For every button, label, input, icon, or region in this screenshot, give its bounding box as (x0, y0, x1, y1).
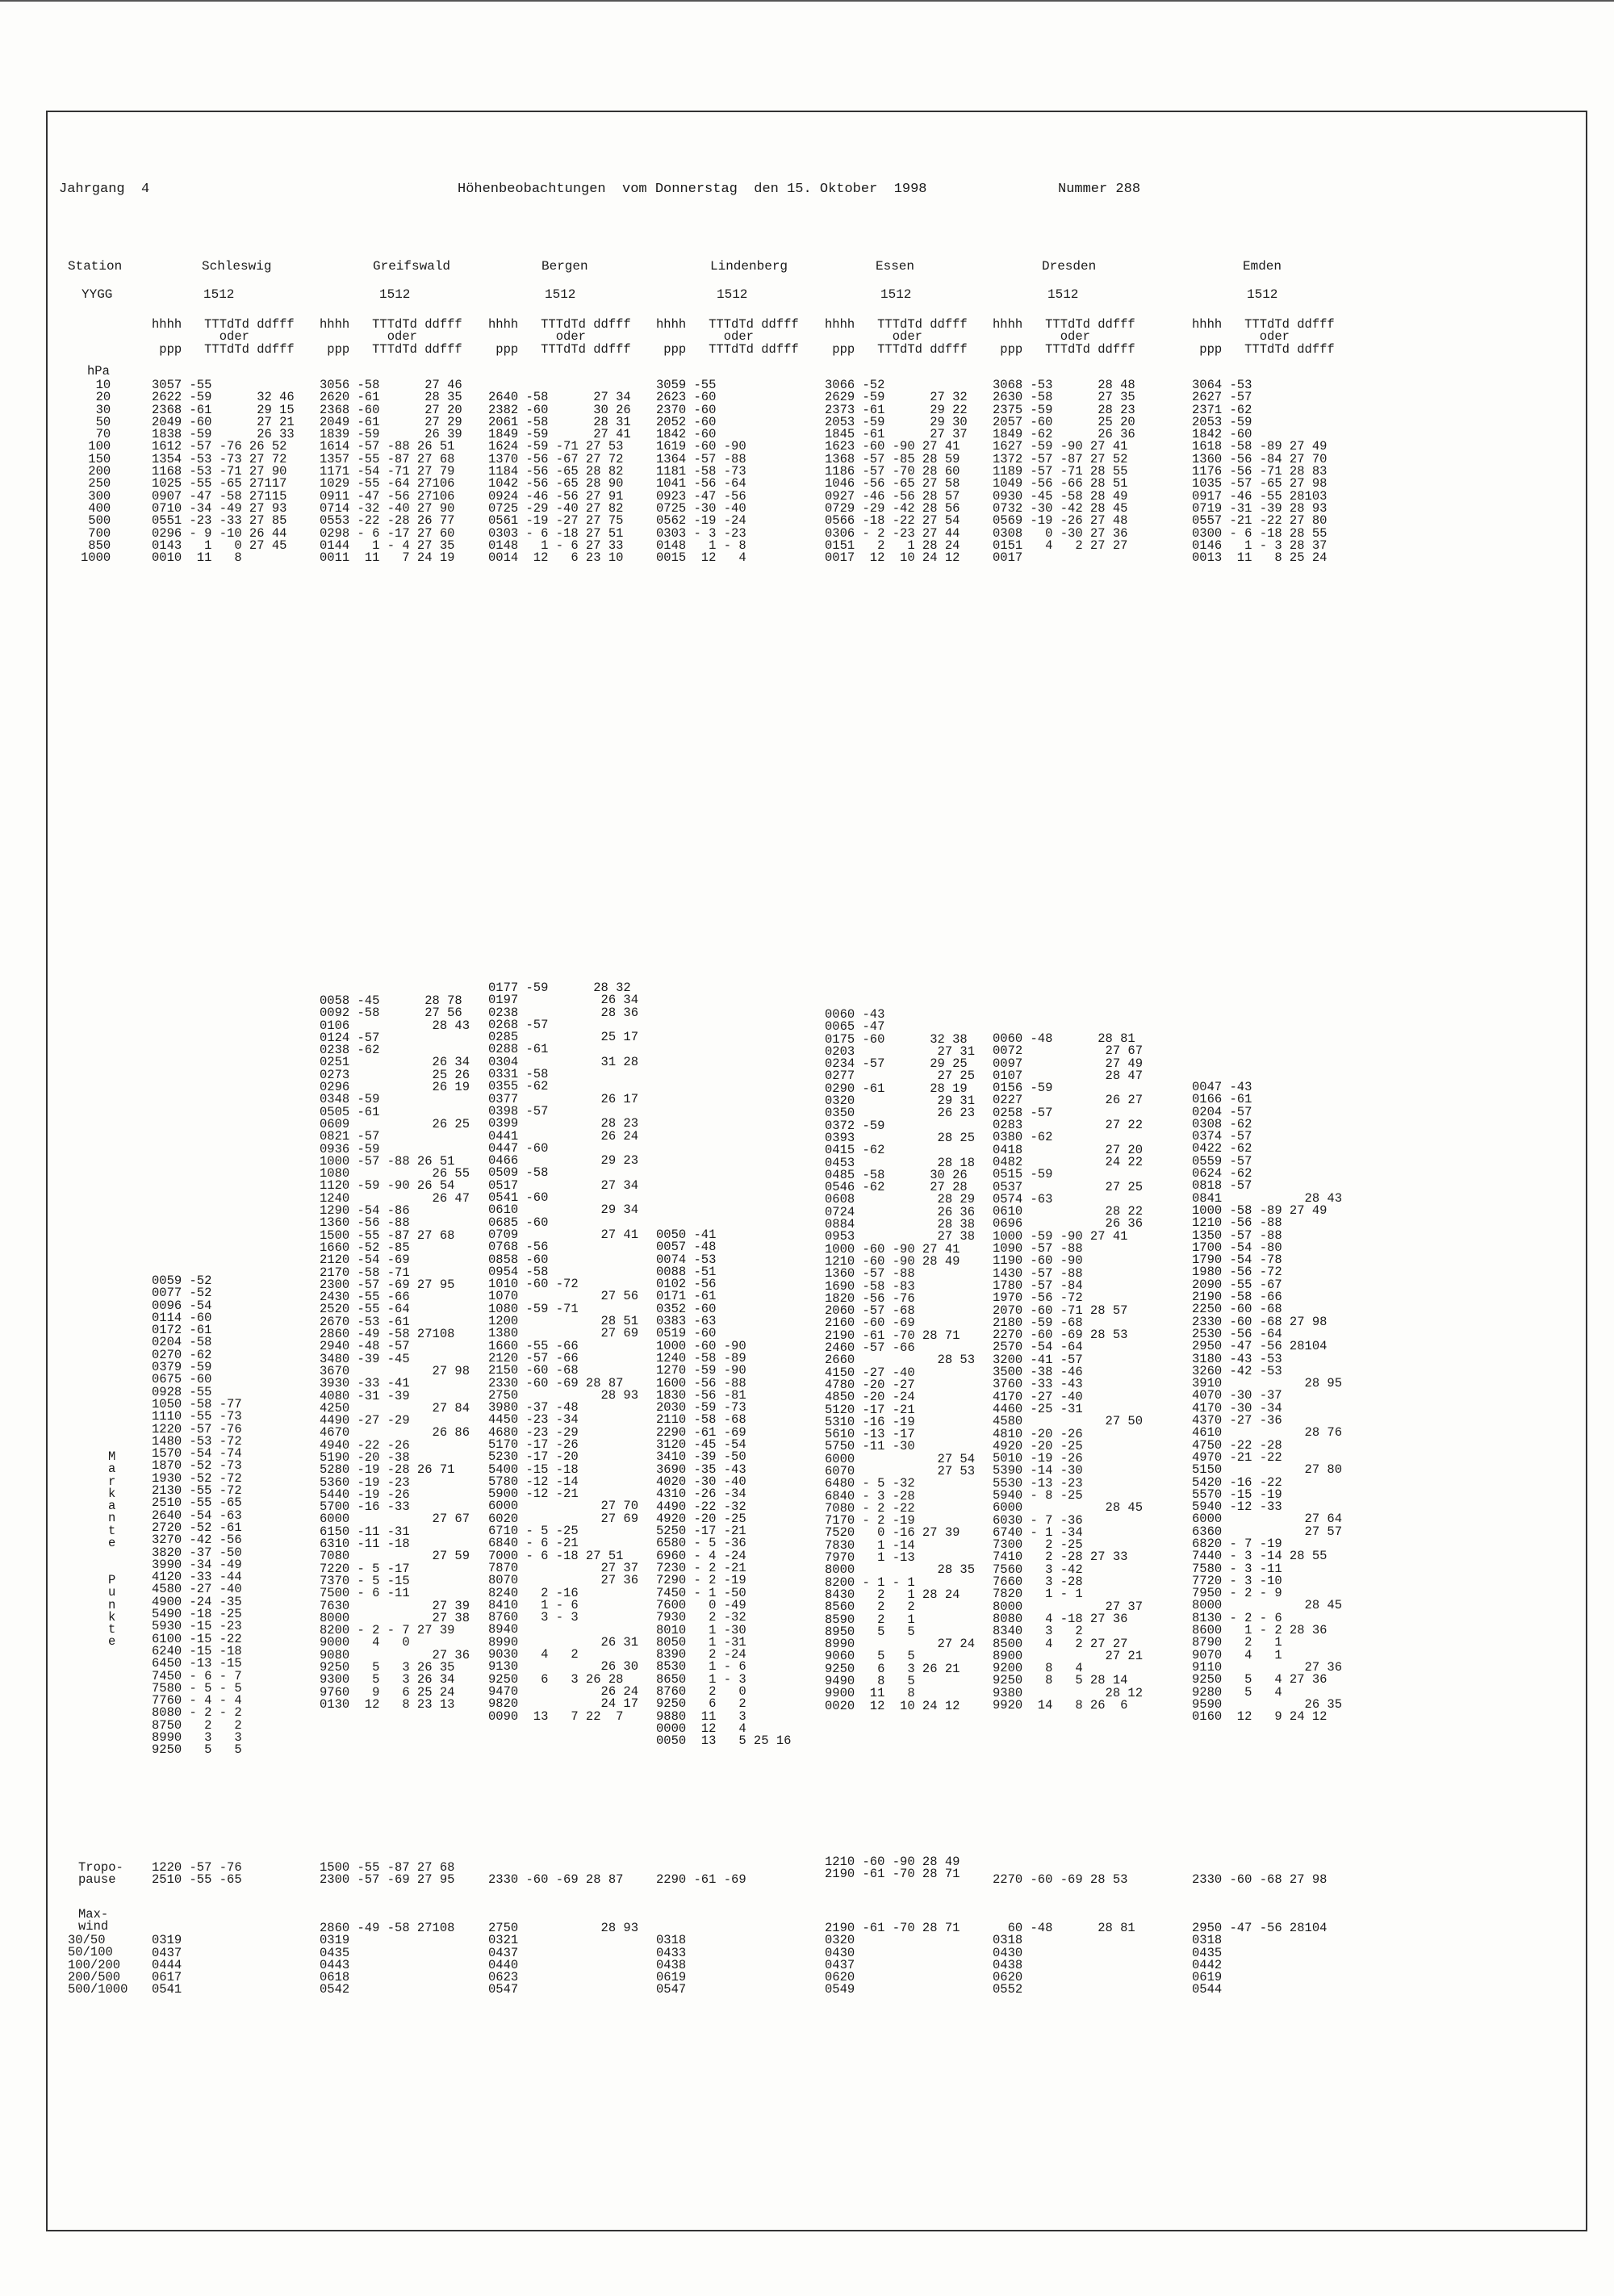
markante-data-schleswig: 0059 -52 0077 -52 0096 -54 0114 -60 0172 -61 0204 -58 0270 -62 0379 -59 0675 -60 0928 -55 1050 -58 -77 1110 -55 -73 1220 -57 -76 1480 -53 -72 1570 -54 -74 1870 -52 -73 1930 -52 -72 2130 -55 -72 2510 -55 -65 2640 -54 -63 2720 -52 -61 3270 -42 -56 3820 -37 -50 3990 -34 -49 4120 -33 -44 4580 -27 -40 4900 -24 -35 5490 -18 -25 5930 -15 -23 6100 -15 -22 6240 -15 -18 6450 -13 -15 7450 - 6 - 7 7580 - 5 - 5 7760 - 4 - 4 8080 - 2 - 2 8750 2 2 8990 3 3 9250 5 5 (152, 1273, 242, 1758)
station-time-lindenberg: 1512 (717, 287, 748, 302)
tropo-data-dresden: 2270 -60 -69 28 53 (993, 1872, 1128, 1888)
maxwind-data-greifswald: 2860 -49 -58 27108 0319 0435 0443 0618 0542 (320, 1921, 455, 1997)
markante-data-dresden: 0060 -48 28 81 0072 27 67 0097 27 49 0107 28 47 0156 -59 0227 26 27 0258 -57 0283 27 22 0380 -62 0418 27 20 0482 24 22 0515 -59 0537 27 25 0574 -63 0610 28 22 0696 26 36 1000 -59 -90 27 41 1090 -57 -88 1190 -60 -90 1430 -57 -88 1780 -57 -84 1970 -56 -72 2070 -60 -71 28 57 2180 -59 -68 2270 -60 -69 28 53 2570 -54 -64 3200 -41 -57 3500 -38 -46 3760 -33 -43 4170 -27 -40 4460 -25 -31 4580 27 50 4810 -20 -26 4920 -20 -25 5010 -19 -26 5390 -14 -30 5530 -13 -23 5940 - 8 -25 6000 28 45 6030 - 7 -36 6740 - 1 -34 7300 2 -25 7410 2 -28 27 33 7560 3 -42 7660 3 -28 7820 1 - 1 8000 27 37 8080 4 -18 27 36 8340 3 2 8500 4 2 27 27 8900 27 21 9200 8 4 9250 8 5 28 14 9380 28 12 9920 14 8 26 6 (993, 1031, 1144, 1713)
tropo-data-emden: 2330 -60 -68 27 98 (1192, 1872, 1328, 1888)
tropo-data-essen: 1210 -60 -90 28 49 2190 -61 -70 28 71 (825, 1855, 960, 1882)
column-header-greifswald: hhhh TTTdTd ddfff oder ppp TTTdTd ddfff (320, 317, 462, 357)
station-name-dresden: Dresden (1042, 259, 1097, 274)
column-header-emden: hhhh TTTdTd ddfff oder ppp TTTdTd ddfff (1192, 317, 1335, 357)
hpa-label: hPa (87, 364, 110, 378)
issue-number: Nummer 288 (1058, 182, 1141, 197)
maxwind-data-dresden: 60 -48 28 81 0318 0430 0438 0620 0552 (993, 1921, 1135, 1997)
maxwind-data-emden: 2950 -47 -56 28104 0318 0435 0442 0619 0544 (1192, 1921, 1328, 1997)
maxwind-label: Max- wind (78, 1907, 109, 1934)
station-time-emden: 1512 (1247, 287, 1278, 302)
upper-data-emden: 3064 -53 2627 -57 2371 -62 2053 -59 1842 -60 1618 -58 -89 27 49 1360 -56 -84 27 70 1176 -56 -71 28 83 1035 -57 -65 27 98 0917 -46 -55 28103 0719 -31 -39 28 93 0557 -21 -22 27 80 0300 - 6 -18 28 55 0146 1 - 3 28 37 0013 11 8 25 24 (1192, 378, 1328, 566)
markante-data-emden: 0047 -43 0166 -61 0204 -57 0308 -62 0374 -57 0422 -62 0559 -57 0624 -62 0818 -57 0841 28 43 1000 -58 -89 27 49 1210 -56 -88 1350 -57 -88 1700 -54 -80 1790 -54 -78 1980 -56 -72 2090 -55 -67 2190 -58 -66 2250 -60 -68 2330 -60 -68 27 98 2530 -56 -64 2950 -47 -56 28104 3180 -43 -53 3260 -42 -53 3910 28 95 4070 -30 -37 4170 -30 -34 4370 -27 -36 4610 28 76 4750 -22 -28 4970 -21 -22 5150 27 80 5420 -16 -22 5570 -15 -19 5940 -12 -33 6000 27 64 6360 27 57 6820 - 7 -19 7440 - 3 -14 28 55 7580 - 3 -11 7720 - 3 -10 7950 - 2 - 9 8000 28 45 8130 - 2 - 6 8600 1 - 2 28 36 8790 2 1 9070 4 1 9110 27 36 9250 5 4 27 36 9280 5 4 9590 26 35 0160 12 9 24 12 (1192, 1080, 1343, 1725)
maxwind-data-lindenberg: 0318 0433 0438 0619 0547 (656, 1933, 687, 1997)
maxwind-data-essen: 2190 -61 -70 28 71 0320 0430 0437 0620 0549 (825, 1921, 960, 1997)
station-time-greifswald: 1512 (379, 287, 411, 302)
station-time-schleswig: 1512 (203, 287, 235, 302)
markante-punkte-label: M a r k a n t e P u n k t e (108, 1449, 116, 1650)
upper-data-lindenberg: 3059 -55 2623 -60 2370 -60 2052 -60 1842 -60 1619 -60 -90 1364 -57 -88 1181 -58 -73 1041 -56 -64 0923 -47 -56 0725 -30 -40 0562 -19 -24 0303 - 3 -23 0148 1 - 8 0015 12 4 (656, 378, 746, 566)
upper-data-schleswig: 3057 -55 2622 -59 32 46 2368 -61 29 15 2049 -60 27 21 1838 -59 26 33 1612 -57 -76 26 52 1354 -53 -73 27 72 1168 -53 -71 27 90 1025 -55 -65 27117 0907 -47 -58 27115 0710 -34 -49 27 93 0551 -23 -33 27 85 0296 - 9 -10 26 44 0143 1 0 27 45 0010 11 8 (152, 378, 295, 566)
document-title: Höhenbeobachtungen vom Donnerstag den 15. Oktober 1998 (458, 182, 927, 197)
column-header-lindenberg: hhhh TTTdTd ddfff oder ppp TTTdTd ddfff (656, 317, 799, 357)
station-time-dresden: 1512 (1047, 287, 1079, 302)
station-name-schleswig: Schleswig (202, 259, 272, 274)
station-time-bergen: 1512 (545, 287, 576, 302)
column-header-bergen: hhhh TTTdTd ddfff oder ppp TTTdTd ddfff (488, 317, 631, 357)
upper-data-bergen: 2640 -58 27 34 2382 -60 30 26 2061 -58 28 31 1849 -59 27 41 1624 -59 -71 27 53 1370 -56 -67 27 72 1184 -56 -65 28 82 1042 -56 -65 28 90 0924 -46 -56 27 91 0725 -29 -40 27 82 0561 -19 -27 27 75 0303 - 6 -18 27 51 0148 1 - 6 27 33 0014 12 6 23 10 (488, 390, 631, 566)
tropo-data-bergen: 2330 -60 -69 28 87 (488, 1872, 624, 1888)
column-header-essen: hhhh TTTdTd ddfff oder ppp TTTdTd ddfff (825, 317, 968, 357)
station-name-lindenberg: Lindenberg (710, 259, 788, 274)
upper-data-essen: 3066 -52 2629 -59 27 32 2373 -61 29 22 2053 -59 29 30 1845 -61 27 37 1623 -60 -90 27 41 1368 -57 -85 28 59 1186 -57 -70 28 60 1046 -56 -65 27 58 0927 -46 -56 28 57 0729 -29 -42 28 56 0566 -18 -22 27 54 0306 - 2 -23 27 44 0151 2 1 28 24 0017 12 10 24 12 (825, 378, 968, 566)
maxwind-data-schleswig: 0319 0437 0444 0617 0541 (152, 1933, 182, 1997)
markante-data-essen: 0060 -43 0065 -47 0175 -60 32 38 0203 27 31 0234 -57 29 25 0277 27 25 0290 -61 28 19 0320 29 31 0350 26 23 0372 -59 0393 28 25 0415 -62 0453 28 18 0485 -58 30 26 0546 -62 27 28 0608 28 29 0724 26 36 0884 28 38 0953 27 38 1000 -60 -90 27 41 1210 -60 -90 28 49 1360 -57 -88 1690 -58 -83 1820 -56 -76 2060 -57 -68 2160 -60 -69 2190 -61 -70 28 71 2460 -57 -66 2660 28 53 4150 -27 -40 4780 -20 -27 4850 -20 -24 5120 -17 -21 5310 -16 -19 5610 -13 -17 5750 -11 -30 6000 27 54 6070 27 53 6480 - 5 -32 6840 - 3 -28 7080 - 2 -22 7170 - 2 -19 7520 0 -16 27 39 7830 1 -14 7970 1 -13 8000 28 35 8200 - 1 - 1 8430 2 1 28 24 8560 2 2 8590 2 1 8950 5 5 8990 27 24 9060 5 5 9250 6 3 26 21 9490 8 5 9900 11 8 0020 12 10 24 12 (825, 1007, 976, 1713)
scan-top-edge (0, 0, 1614, 2)
station-name-emden: Emden (1243, 259, 1282, 274)
maxwind-data-bergen: 2750 28 93 0321 0437 0440 0623 0547 (488, 1921, 639, 1997)
markante-data-lindenberg: 0050 -41 0057 -48 0074 -53 0088 -51 0102 -56 0171 -61 0352 -60 0383 -63 0519 -60 1000 -60 -90 1240 -58 -89 1270 -59 -90 1600 -56 -88 1830 -56 -81 2030 -59 -73 2110 -58 -68 2290 -61 -69 3120 -45 -54 3410 -39 -50 3690 -35 -43 4020 -30 -40 4310 -26 -34 4490 -22 -32 4920 -20 -25 5250 -17 -21 6580 - 5 -36 6960 - 4 -24 7230 - 2 -21 7290 - 2 -19 7450 - 1 -50 7600 0 -49 7930 2 -32 8010 1 -30 8050 1 -31 8390 2 -24 8530 1 - 6 8650 1 - 3 8760 2 0 9250 6 2 9880 11 3 0000 12 4 0050 13 5 25 16 (656, 1227, 792, 1749)
markante-data-bergen: 0177 -59 28 32 0197 26 34 0238 28 36 0268 -57 0285 25 17 0288 -61 0304 31 28 0331 -58 0355 -62 0377 26 17 0398 -57 0399 28 23 0441 26 24 0447 -60 0466 29 23 0509 -58 0517 27 34 0541 -60 0610 29 34 0685 -60 0709 27 41 0768 -56 0858 -60 0954 -58 1010 -60 -72 1070 27 56 1080 -59 -71 1200 28 51 1380 27 69 1660 -55 -66 2120 -57 -66 2150 -60 -68 2330 -60 -69 28 87 2750 28 93 3980 -37 -48 4450 -23 -34 4680 -23 -29 5170 -17 -26 5230 -17 -20 5400 -15 -18 5780 -12 -14 5900 -12 -21 6000 27 70 6020 27 69 6710 - 5 -25 6840 - 6 -21 7000 - 6 -18 27 51 7870 27 37 8070 27 36 8240 2 -16 8410 1 - 6 8760 3 - 3 8940 8990 26 31 9030 4 2 9130 26 30 9250 6 3 26 28 9470 26 24 9820 24 17 0090 13 7 22 7 (488, 981, 639, 1724)
station-label: Station (68, 259, 123, 274)
column-header-dresden: hhhh TTTdTd ddfff oder ppp TTTdTd ddfff (993, 317, 1135, 357)
station-name-greifswald: Greifswald (373, 259, 451, 274)
markante-data-greifswald: 0058 -45 28 78 0092 -58 27 56 0106 28 43 0124 -57 0238 -62 0251 26 34 0273 25 26 0296 26 19 0348 -59 0505 -61 0609 26 25 0821 -57 0936 -59 1000 -57 -88 26 51 1080 26 55 1120 -59 -90 26 54 1240 26 47 1290 -54 -86 1360 -56 -88 1500 -55 -87 27 68 1660 -52 -85 2120 -54 -69 2170 -58 -71 2300 -57 -69 27 95 2430 -55 -66 2520 -55 -64 2670 -53 -61 2860 -49 -58 27108 2940 -48 -57 3480 -39 -45 3670 27 98 3930 -33 -41 4080 -31 -39 4250 27 84 4490 -27 -29 4670 26 86 4940 -22 -26 5190 -20 -38 5280 -19 -28 26 71 5360 -19 -23 5440 -19 -26 5700 -16 -33 6000 27 67 6150 -11 -31 6310 -11 -18 7080 27 59 7220 - 5 -17 7370 - 5 -15 7500 - 6 -11 7630 27 39 8000 27 38 8200 - 2 - 7 27 39 9000 4 0 9080 27 36 9250 5 3 26 35 9300 5 3 26 34 9760 9 6 25 24 0130 12 8 23 13 (320, 993, 470, 1712)
pressure-levels: 10 20 30 50 70 100 150 200 250 300 400 500 700 850 1000 (81, 378, 111, 566)
jahrgang-label: Jahrgang 4 (59, 182, 150, 197)
station-time-essen: 1512 (880, 287, 912, 302)
upper-data-dresden: 3068 -53 28 48 2630 -58 27 35 2375 -59 28 23 2057 -60 25 20 1849 -62 26 36 1627 -59 -90 27 41 1372 -57 -87 27 52 1189 -57 -71 28 55 1049 -56 -66 28 51 0930 -45 -58 28 49 0732 -30 -42 28 45 0569 -19 -26 27 48 0308 0 -30 27 36 0151 4 2 27 27 0017 (993, 378, 1135, 566)
tropopause-label: Tropo- pause (78, 1860, 123, 1888)
yygg-label: YYGG (82, 287, 113, 302)
station-name-bergen: Bergen (541, 259, 588, 274)
tropo-data-lindenberg: 2290 -61 -69 (656, 1872, 746, 1888)
column-header-schleswig: hhhh TTTdTd ddfff oder ppp TTTdTd ddfff (152, 317, 295, 357)
station-name-essen: Essen (876, 259, 915, 274)
tropo-data-schleswig: 1220 -57 -76 2510 -55 -65 (152, 1860, 242, 1888)
maxwind-layers: 30/50 50/100 100/200 200/500 500/1000 (68, 1933, 128, 1997)
upper-data-greifswald: 3056 -58 27 46 2620 -61 28 35 2368 -60 27 20 2049 -61 27 29 1839 -59 26 39 1614 -57 -88 26 51 1357 -55 -87 27 68 1171 -54 -71 27 79 1029 -55 -64 27106 0911 -47 -56 27106 0714 -32 -40 27 90 0553 -22 -28 26 77 0298 - 6 -17 27 60 0144 1 - 4 27 35 0011 11 7 24 19 (320, 378, 462, 566)
tropo-data-greifswald: 1500 -55 -87 27 68 2300 -57 -69 27 95 (320, 1860, 455, 1888)
